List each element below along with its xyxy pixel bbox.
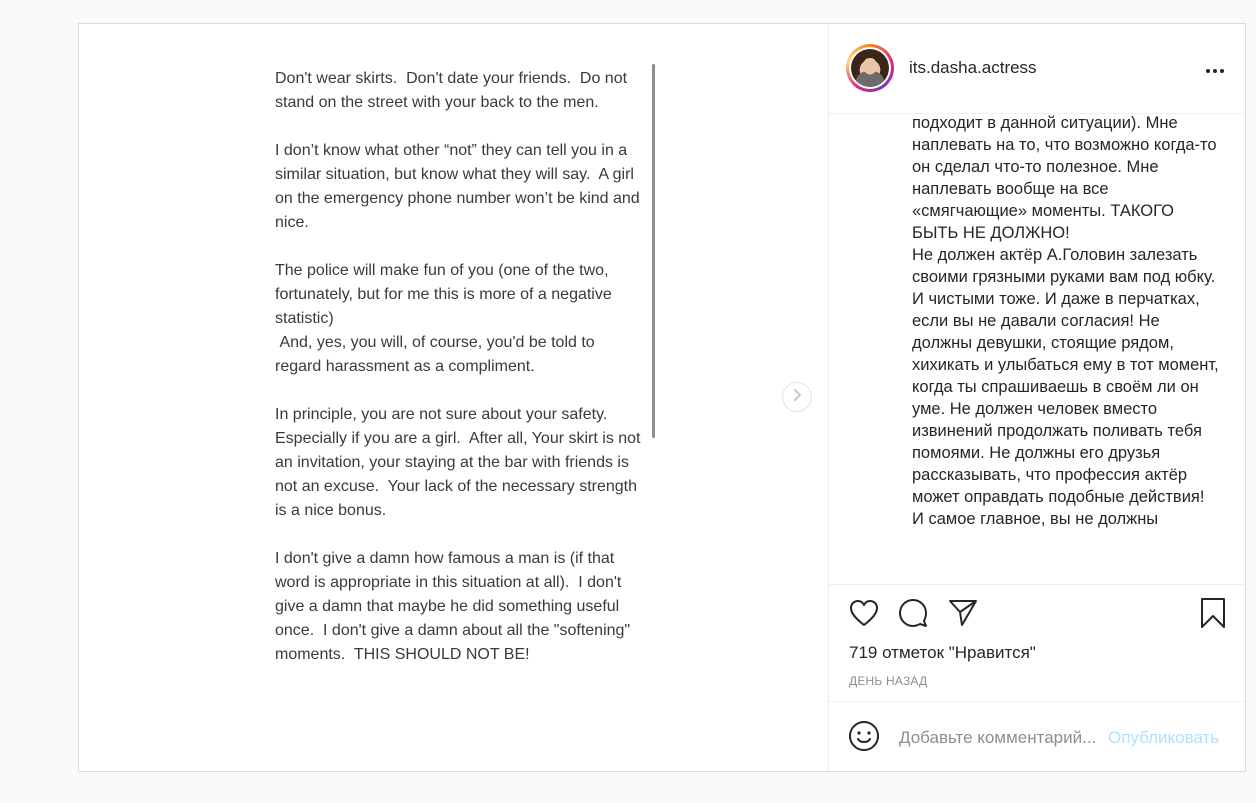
media-scroll-indicator [652,64,655,438]
post-header [829,24,1245,114]
post-dialog [78,23,1246,772]
smiley-icon [848,720,880,757]
like-button[interactable] [848,599,880,631]
caption-text: подходит в данной ситуации). Мне наплевать на то, что возможно когда-то он сделал что-то полезное. Мне наплевать вообще на все «смягчающие» моменты. ТАКОГО БЫТЬ НЕ ДОЛЖНО! Не должен актёр А.Головин залезать своими грязными руками вам под юбку. И чистыми тоже. И даже в перчатках, если вы не давали согласия! Не должны девушки, стоящие рядом, хихикать и улыбаться ему в тот момент, когда ты спрашиваешь в своём ли он уме. Не должен человек вместо извинений продолжать поливать тебя помоями. Не должны его друзья рассказывать, что профессия актёр может оправдать подобные действия! И самое главное, вы не должны [912,114,1219,528]
heart-icon [849,599,879,632]
avatar-border [849,47,891,89]
likes-count[interactable]: 719 отметок "Нравится" [849,643,1036,662]
media-paragraph: Don't wear skirts. Don't date your friends. Do not stand on the street with your back to the men. [275,70,632,111]
comment-form [829,701,1245,771]
share-button[interactable] [947,599,979,631]
media-paragraph: I don’t know what other “not” they can tell you in a similar situation, but know what they will say. A girl on the emergency phone number won’t be kind and nice. [275,142,645,231]
chevron-right-icon [790,388,804,407]
publish-button[interactable]: Опубликовать [1108,728,1220,747]
post-media[interactable] [79,24,828,771]
bookmark-icon [1200,597,1226,634]
media-paragraph: I don't give a damn how famous a man is (if that word is appropriate in this situation at all). I don't give a damn that maybe he did something useful once. I don't give a damn about all the "softening" moments. THIS SHOULD NOT BE! [275,550,635,663]
next-slide-button[interactable] [782,382,812,412]
post-sidebar [828,24,1245,771]
comment-bubble-icon [898,598,928,633]
post-timestamp[interactable]: ДЕНЬ НАЗАД [849,674,928,688]
comment-input[interactable] [899,724,1109,752]
avatar-image [851,49,889,87]
more-horizontal-icon [1205,61,1225,79]
media-paragraph: In principle, you are not sure about your safety. Especially if you are a girl. After all, Your skirt is not an invitation, your staying at the bar with friends is not an excuse. Your lack of the necessary strength is a nice bonus. [275,406,645,519]
media-text-block [275,67,645,691]
username-link[interactable]: its.dasha.actress [909,58,1037,77]
post-actions [829,584,1245,701]
more-options-button[interactable] [1203,58,1227,82]
media-paragraph: The police will make fun of you (one of the two, fortunately, but for me this is more of a negative statistic) And, yes, you will, of course, you'd be told to regard harassment as a compliment. [275,262,612,375]
avatar[interactable] [846,44,894,92]
save-button[interactable] [1197,599,1229,631]
emoji-button[interactable] [848,722,880,754]
paper-plane-icon [948,599,978,632]
comment-button[interactable] [897,599,929,631]
caption-scroll-area[interactable] [829,114,1245,584]
